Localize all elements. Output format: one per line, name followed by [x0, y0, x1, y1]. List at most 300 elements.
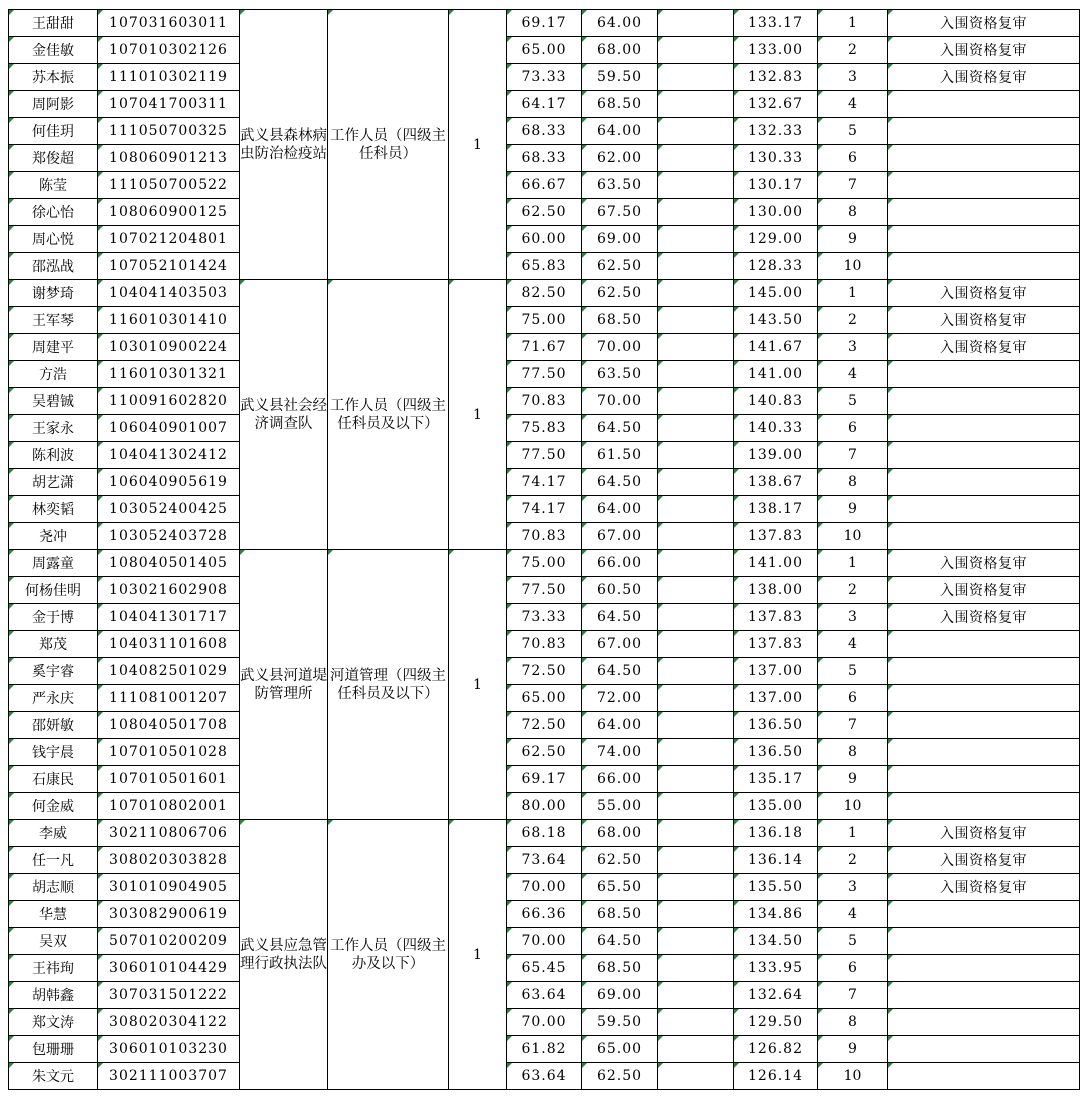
score-1: 66.36 — [507, 901, 582, 928]
result-status: 入围资格复审 — [888, 10, 1080, 37]
result-status — [888, 226, 1080, 253]
candidate-name: 周露童 — [9, 550, 98, 577]
exam-number: 108040501708 — [98, 712, 240, 739]
result-status: 入围资格复审 — [888, 280, 1080, 307]
rank: 5 — [818, 388, 888, 415]
table-row — [9, 550, 1080, 577]
table-row — [9, 469, 1080, 496]
rank: 9 — [818, 766, 888, 793]
hiring-quota: 1 — [449, 10, 507, 280]
total-score: 130.17 — [734, 172, 818, 199]
total-score: 133.95 — [734, 955, 818, 982]
result-status — [888, 658, 1080, 685]
score-1: 61.82 — [507, 1036, 582, 1063]
score-3 — [658, 658, 734, 685]
total-score: 133.17 — [734, 10, 818, 37]
score-2: 64.50 — [582, 604, 658, 631]
score-1: 73.64 — [507, 847, 582, 874]
total-score: 136.18 — [734, 820, 818, 847]
candidate-name: 严永庆 — [9, 685, 98, 712]
result-status — [888, 469, 1080, 496]
score-1: 68.18 — [507, 820, 582, 847]
score-2: 63.50 — [582, 361, 658, 388]
table-row — [9, 982, 1080, 1009]
exam-number: 104041301717 — [98, 604, 240, 631]
candidate-name: 何金威 — [9, 793, 98, 820]
table-row — [9, 64, 1080, 91]
score-2: 67.50 — [582, 199, 658, 226]
exam-number: 104031101608 — [98, 631, 240, 658]
exam-number: 103010900224 — [98, 334, 240, 361]
table-row — [9, 658, 1080, 685]
score-3 — [658, 307, 734, 334]
result-status — [888, 442, 1080, 469]
result-status: 入围资格复审 — [888, 604, 1080, 631]
score-3 — [658, 712, 734, 739]
result-status — [888, 955, 1080, 982]
score-1: 68.33 — [507, 118, 582, 145]
score-2: 62.50 — [582, 1063, 658, 1090]
score-1: 70.83 — [507, 523, 582, 550]
total-score: 130.00 — [734, 199, 818, 226]
score-1: 74.17 — [507, 496, 582, 523]
score-1: 69.17 — [507, 766, 582, 793]
total-score: 126.14 — [734, 1063, 818, 1090]
result-status — [888, 91, 1080, 118]
exam-number: 108060901213 — [98, 145, 240, 172]
candidate-name: 徐心怡 — [9, 199, 98, 226]
score-3 — [658, 1036, 734, 1063]
table-row — [9, 496, 1080, 523]
exam-number: 107010302126 — [98, 37, 240, 64]
candidate-name: 陈利波 — [9, 442, 98, 469]
table-row — [9, 415, 1080, 442]
table-row — [9, 820, 1080, 847]
total-score: 134.50 — [734, 928, 818, 955]
score-3 — [658, 496, 734, 523]
result-status — [888, 415, 1080, 442]
table-row — [9, 1009, 1080, 1036]
rank: 10 — [818, 793, 888, 820]
candidate-name: 邵妍敏 — [9, 712, 98, 739]
table-row — [9, 388, 1080, 415]
exam-number: 103052403728 — [98, 523, 240, 550]
score-2: 63.50 — [582, 172, 658, 199]
score-3 — [658, 766, 734, 793]
candidate-name: 奚宇睿 — [9, 658, 98, 685]
score-3 — [658, 388, 734, 415]
total-score: 137.00 — [734, 658, 818, 685]
score-3 — [658, 604, 734, 631]
candidate-name: 郑俊超 — [9, 145, 98, 172]
table-row — [9, 280, 1080, 307]
table-row — [9, 1063, 1080, 1090]
job-position: 工作人员（四级主任科员） — [328, 10, 449, 280]
score-2: 64.00 — [582, 496, 658, 523]
total-score: 134.86 — [734, 901, 818, 928]
total-score: 133.00 — [734, 37, 818, 64]
score-1: 77.50 — [507, 361, 582, 388]
score-2: 64.00 — [582, 118, 658, 145]
exam-number: 107010501601 — [98, 766, 240, 793]
score-3 — [658, 955, 734, 982]
score-2: 67.00 — [582, 523, 658, 550]
exam-number: 302111003707 — [98, 1063, 240, 1090]
exam-number: 308020303828 — [98, 847, 240, 874]
total-score: 143.50 — [734, 307, 818, 334]
table-row — [9, 847, 1080, 874]
result-status — [888, 199, 1080, 226]
rank: 6 — [818, 685, 888, 712]
exam-number: 306010103230 — [98, 1036, 240, 1063]
score-2: 61.50 — [582, 442, 658, 469]
result-status — [888, 901, 1080, 928]
total-score: 132.83 — [734, 64, 818, 91]
table-row — [9, 307, 1080, 334]
employer-unit: 武义县社会经济调查队 — [240, 280, 328, 550]
score-3 — [658, 739, 734, 766]
score-1: 70.00 — [507, 928, 582, 955]
score-3 — [658, 982, 734, 1009]
result-status — [888, 253, 1080, 280]
score-2: 74.00 — [582, 739, 658, 766]
score-2: 70.00 — [582, 388, 658, 415]
exam-number: 108060900125 — [98, 199, 240, 226]
result-status — [888, 766, 1080, 793]
rank: 3 — [818, 334, 888, 361]
table-row — [9, 928, 1080, 955]
hiring-quota: 1 — [449, 820, 507, 1090]
table-row — [9, 1036, 1080, 1063]
hiring-quota: 1 — [449, 550, 507, 820]
candidate-name: 方浩 — [9, 361, 98, 388]
candidate-name: 苏本振 — [9, 64, 98, 91]
table-row — [9, 145, 1080, 172]
score-2: 59.50 — [582, 1009, 658, 1036]
score-2: 62.50 — [582, 847, 658, 874]
total-score: 139.00 — [734, 442, 818, 469]
candidate-name: 金于博 — [9, 604, 98, 631]
total-score: 132.33 — [734, 118, 818, 145]
result-status: 入围资格复审 — [888, 550, 1080, 577]
exam-number: 307031501222 — [98, 982, 240, 1009]
score-3 — [658, 901, 734, 928]
total-score: 137.00 — [734, 685, 818, 712]
total-score: 128.33 — [734, 253, 818, 280]
score-3 — [658, 550, 734, 577]
total-score: 136.50 — [734, 739, 818, 766]
exam-number: 111050700325 — [98, 118, 240, 145]
candidate-name: 吴双 — [9, 928, 98, 955]
result-status — [888, 739, 1080, 766]
rank: 4 — [818, 361, 888, 388]
result-status: 入围资格复审 — [888, 847, 1080, 874]
score-2: 60.50 — [582, 577, 658, 604]
rank: 10 — [818, 523, 888, 550]
candidate-name: 王祎珣 — [9, 955, 98, 982]
score-3 — [658, 334, 734, 361]
score-2: 68.00 — [582, 37, 658, 64]
rank: 10 — [818, 253, 888, 280]
table-row — [9, 118, 1080, 145]
job-position: 工作人员（四级主任科员及以下） — [328, 280, 449, 550]
candidate-name: 胡艺潇 — [9, 469, 98, 496]
score-1: 73.33 — [507, 604, 582, 631]
exam-number: 104041403503 — [98, 280, 240, 307]
exam-number: 507010200209 — [98, 928, 240, 955]
table-row — [9, 631, 1080, 658]
score-1: 70.00 — [507, 1009, 582, 1036]
score-3 — [658, 64, 734, 91]
score-2: 69.00 — [582, 226, 658, 253]
employer-unit: 武义县河道堤防管理所 — [240, 550, 328, 820]
score-1: 72.50 — [507, 658, 582, 685]
candidate-name: 王甜甜 — [9, 10, 98, 37]
candidate-name: 金佳敏 — [9, 37, 98, 64]
total-score: 136.14 — [734, 847, 818, 874]
exam-number: 107031603011 — [98, 10, 240, 37]
total-score: 129.50 — [734, 1009, 818, 1036]
candidate-name: 邵泓战 — [9, 253, 98, 280]
candidate-name: 周阿影 — [9, 91, 98, 118]
score-1: 70.00 — [507, 874, 582, 901]
exam-number: 301010904905 — [98, 874, 240, 901]
total-score: 137.83 — [734, 523, 818, 550]
result-status — [888, 928, 1080, 955]
result-status — [888, 496, 1080, 523]
total-score: 145.00 — [734, 280, 818, 307]
score-1: 77.50 — [507, 442, 582, 469]
exam-number: 103021602908 — [98, 577, 240, 604]
score-1: 60.00 — [507, 226, 582, 253]
table-row — [9, 442, 1080, 469]
score-1: 75.00 — [507, 550, 582, 577]
rank: 1 — [818, 280, 888, 307]
total-score: 140.83 — [734, 388, 818, 415]
rank: 8 — [818, 1009, 888, 1036]
table-row — [9, 712, 1080, 739]
rank: 8 — [818, 199, 888, 226]
exam-number: 303082900619 — [98, 901, 240, 928]
candidate-name: 何杨佳明 — [9, 577, 98, 604]
table-row — [9, 361, 1080, 388]
candidate-name: 郑文涛 — [9, 1009, 98, 1036]
rank: 7 — [818, 712, 888, 739]
rank: 5 — [818, 658, 888, 685]
candidate-name: 包珊珊 — [9, 1036, 98, 1063]
score-2: 62.00 — [582, 145, 658, 172]
result-status — [888, 712, 1080, 739]
table-row — [9, 523, 1080, 550]
result-status — [888, 1036, 1080, 1063]
table-row — [9, 739, 1080, 766]
result-status — [888, 145, 1080, 172]
candidate-name: 尧冲 — [9, 523, 98, 550]
exam-number: 111010302119 — [98, 64, 240, 91]
score-3 — [658, 280, 734, 307]
table-row — [9, 685, 1080, 712]
table-row — [9, 172, 1080, 199]
exam-number: 111081001207 — [98, 685, 240, 712]
candidate-name: 钱宇晨 — [9, 739, 98, 766]
exam-number: 107010802001 — [98, 793, 240, 820]
result-status — [888, 631, 1080, 658]
rank: 8 — [818, 469, 888, 496]
score-2: 64.50 — [582, 928, 658, 955]
score-3 — [658, 820, 734, 847]
score-3 — [658, 199, 734, 226]
score-3 — [658, 847, 734, 874]
score-1: 62.50 — [507, 199, 582, 226]
score-1: 69.17 — [507, 10, 582, 37]
result-status: 入围资格复审 — [888, 577, 1080, 604]
total-score: 132.64 — [734, 982, 818, 1009]
rank: 2 — [818, 307, 888, 334]
score-1: 65.83 — [507, 253, 582, 280]
score-3 — [658, 118, 734, 145]
candidate-name: 陈莹 — [9, 172, 98, 199]
result-status — [888, 1063, 1080, 1090]
exam-number: 306010104429 — [98, 955, 240, 982]
candidate-name: 胡韩鑫 — [9, 982, 98, 1009]
exam-number: 104041302412 — [98, 442, 240, 469]
rank: 5 — [818, 928, 888, 955]
total-score: 141.67 — [734, 334, 818, 361]
candidate-name: 周建平 — [9, 334, 98, 361]
score-1: 82.50 — [507, 280, 582, 307]
table-row — [9, 874, 1080, 901]
exam-number: 108040501405 — [98, 550, 240, 577]
score-2: 70.00 — [582, 334, 658, 361]
score-2: 65.50 — [582, 874, 658, 901]
score-3 — [658, 523, 734, 550]
score-1: 65.00 — [507, 685, 582, 712]
job-position: 工作人员（四级主办及以下） — [328, 820, 449, 1090]
score-3 — [658, 442, 734, 469]
table-row — [9, 91, 1080, 118]
table-row — [9, 10, 1080, 37]
score-3 — [658, 874, 734, 901]
score-table — [8, 9, 1080, 1090]
result-status — [888, 388, 1080, 415]
table-body — [9, 10, 1080, 1090]
score-3 — [658, 1009, 734, 1036]
total-score: 138.67 — [734, 469, 818, 496]
score-3 — [658, 253, 734, 280]
result-status — [888, 685, 1080, 712]
total-score: 135.50 — [734, 874, 818, 901]
employer-unit: 武义县森林病虫防治检疫站 — [240, 10, 328, 280]
rank: 9 — [818, 1036, 888, 1063]
score-3 — [658, 172, 734, 199]
rank: 4 — [818, 631, 888, 658]
rank: 7 — [818, 172, 888, 199]
exam-number: 103052400425 — [98, 496, 240, 523]
score-1: 80.00 — [507, 793, 582, 820]
exam-number: 116010301410 — [98, 307, 240, 334]
score-3 — [658, 226, 734, 253]
score-3 — [658, 577, 734, 604]
score-1: 66.67 — [507, 172, 582, 199]
score-2: 64.50 — [582, 658, 658, 685]
score-2: 68.50 — [582, 307, 658, 334]
total-score: 137.83 — [734, 631, 818, 658]
candidate-name: 华慧 — [9, 901, 98, 928]
score-1: 77.50 — [507, 577, 582, 604]
candidate-name: 周心悦 — [9, 226, 98, 253]
candidate-name: 石康民 — [9, 766, 98, 793]
rank: 5 — [818, 118, 888, 145]
rank: 3 — [818, 604, 888, 631]
result-status: 入围资格复审 — [888, 334, 1080, 361]
result-status — [888, 361, 1080, 388]
score-2: 67.00 — [582, 631, 658, 658]
rank: 1 — [818, 820, 888, 847]
total-score: 141.00 — [734, 361, 818, 388]
score-2: 64.50 — [582, 415, 658, 442]
score-2: 65.00 — [582, 1036, 658, 1063]
table-row — [9, 334, 1080, 361]
score-3 — [658, 145, 734, 172]
rank: 2 — [818, 847, 888, 874]
rank: 6 — [818, 415, 888, 442]
candidate-name: 王家永 — [9, 415, 98, 442]
score-3 — [658, 685, 734, 712]
score-2: 62.50 — [582, 280, 658, 307]
table-row — [9, 901, 1080, 928]
rank: 4 — [818, 901, 888, 928]
result-status — [888, 1009, 1080, 1036]
score-2: 55.00 — [582, 793, 658, 820]
score-2: 66.00 — [582, 766, 658, 793]
score-1: 68.33 — [507, 145, 582, 172]
score-3 — [658, 415, 734, 442]
candidate-name: 李威 — [9, 820, 98, 847]
score-2: 62.50 — [582, 253, 658, 280]
total-score: 126.82 — [734, 1036, 818, 1063]
exam-number: 111050700522 — [98, 172, 240, 199]
result-status — [888, 982, 1080, 1009]
total-score: 135.17 — [734, 766, 818, 793]
score-3 — [658, 91, 734, 118]
candidate-name: 何佳玥 — [9, 118, 98, 145]
exam-number: 104082501029 — [98, 658, 240, 685]
result-status — [888, 793, 1080, 820]
score-1: 65.00 — [507, 37, 582, 64]
total-score: 138.17 — [734, 496, 818, 523]
exam-number: 302110806706 — [98, 820, 240, 847]
candidate-name: 林奕韬 — [9, 496, 98, 523]
score-3 — [658, 37, 734, 64]
score-1: 70.83 — [507, 631, 582, 658]
candidate-name: 王军琴 — [9, 307, 98, 334]
candidate-name: 吴碧铖 — [9, 388, 98, 415]
result-status: 入围资格复审 — [888, 307, 1080, 334]
table-row — [9, 199, 1080, 226]
score-1: 75.83 — [507, 415, 582, 442]
candidate-name: 谢梦琦 — [9, 280, 98, 307]
score-2: 72.00 — [582, 685, 658, 712]
rank: 3 — [818, 64, 888, 91]
employer-unit: 武义县应急管理行政执法队 — [240, 820, 328, 1090]
exam-number: 107021204801 — [98, 226, 240, 253]
table-row — [9, 253, 1080, 280]
table-row — [9, 37, 1080, 64]
rank: 1 — [818, 550, 888, 577]
exam-number: 107052101424 — [98, 253, 240, 280]
score-2: 64.00 — [582, 10, 658, 37]
score-2: 69.00 — [582, 982, 658, 1009]
